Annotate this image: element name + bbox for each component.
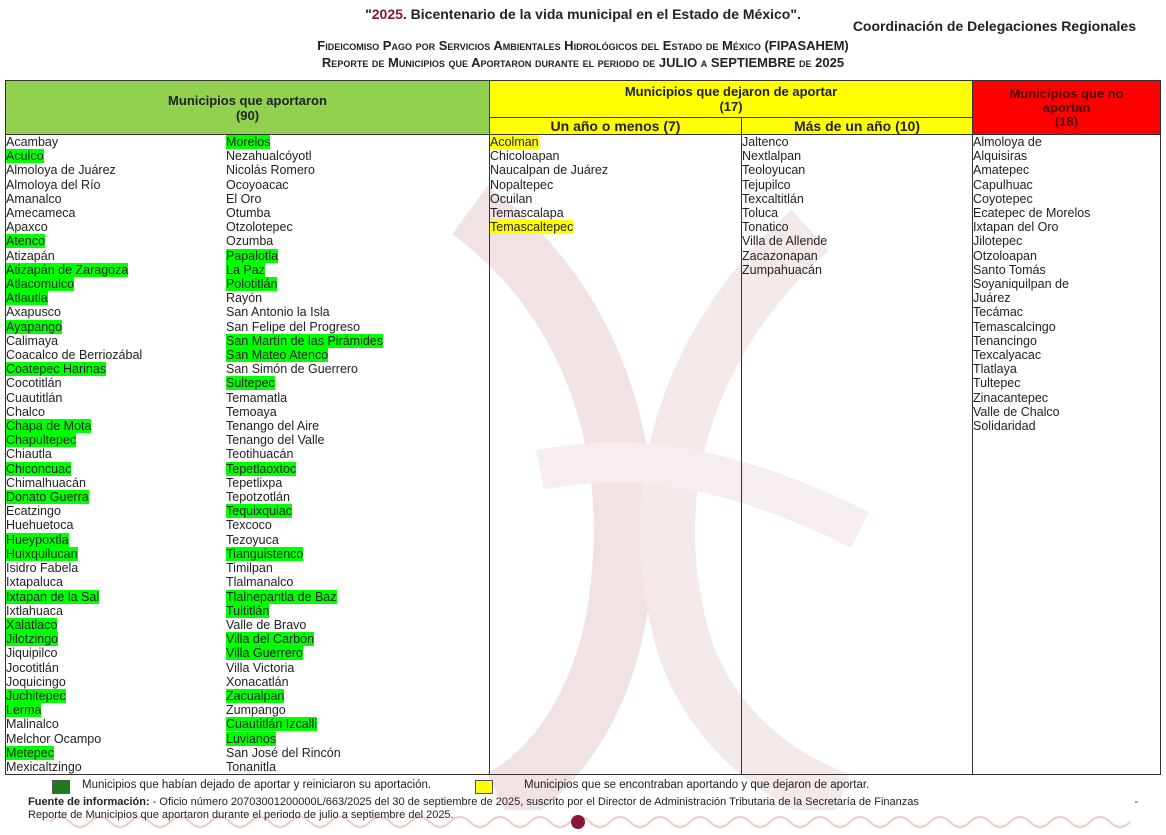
municipality-item: [226, 717, 426, 731]
municipality-name: Tlalmanalco: [226, 575, 294, 590]
municipality-name: Ecatzingo: [6, 504, 61, 519]
municipality-name: Teoloyucan: [742, 163, 806, 178]
municipality-name: Apaxco: [6, 220, 48, 235]
municipality-item: [226, 192, 426, 206]
municipality-item: [226, 689, 426, 703]
municipality-name: El Oro: [226, 191, 262, 206]
municipality-item: [6, 305, 226, 319]
municipality-name: Tlatlaya: [973, 362, 1017, 377]
municipality-name: Atenco: [6, 234, 45, 249]
municipality-name: Zumpahuacán: [742, 262, 822, 277]
municipality-item: [6, 192, 226, 206]
municipality-item: [6, 291, 226, 305]
municipality-item: [226, 320, 426, 334]
municipality-name: Jaltenco: [742, 135, 789, 149]
municipality-item: [226, 178, 426, 192]
municipality-name: Zinacantepec: [973, 390, 1049, 405]
municipality-item: [6, 504, 226, 518]
header-stopped: [490, 81, 973, 118]
municipality-item: [742, 263, 972, 277]
municipality-item: [6, 618, 226, 632]
municipality-name: La Paz: [226, 262, 265, 277]
municipality-item: [6, 547, 226, 561]
municipality-item: [226, 376, 426, 390]
municipality-name: Temamatla: [226, 390, 288, 405]
municipality-item: [973, 376, 1093, 390]
municipality-item: [226, 348, 426, 362]
municipality-name: Temascaltepec: [490, 220, 574, 235]
municipality-name: San Felipe del Progreso: [226, 319, 361, 334]
municipality-name: Amatepec: [973, 163, 1030, 178]
municipality-item: [226, 590, 426, 604]
municipality-name: Papalotla: [226, 248, 279, 263]
municipality-item: [226, 447, 426, 461]
municipality-name: Malinalco: [6, 717, 59, 732]
municipality-item: [973, 391, 1093, 405]
source-label: Fuente de información:: [28, 796, 150, 808]
municipality-item: [226, 661, 426, 675]
municipality-name: Tultitlán: [226, 603, 270, 618]
municipality-item: [490, 163, 741, 177]
municipality-item: [226, 746, 426, 760]
municipality-name: Temascalapa: [490, 206, 564, 221]
municipality-item: [6, 575, 226, 589]
municipality-name: Joquicingo: [6, 674, 66, 689]
municipality-item: [742, 206, 972, 220]
municipality-name: Morelos: [226, 135, 271, 149]
legend-dark-green-label: Municipios que habían dejado de aportar y reiniciaron su aportación.: [82, 779, 432, 791]
municipality-item: [6, 178, 226, 192]
municipality-name: Coatepec Harinas: [6, 362, 107, 377]
municipality-item: [6, 249, 226, 263]
legend-dark-green-swatch: [52, 780, 70, 794]
municipality-name: Xalatlaco: [6, 617, 58, 632]
municipality-item: [6, 533, 226, 547]
municipality-item: [973, 206, 1093, 220]
municipality-item: [226, 518, 426, 532]
municipality-item: [226, 504, 426, 518]
municipality-item: [6, 590, 226, 604]
municipality-name: Villa del Carbón: [226, 632, 315, 647]
municipality-name: Villa Guerrero: [226, 646, 303, 661]
municipality-item: [6, 518, 226, 532]
municipality-item: [742, 163, 972, 177]
municipality-item: [6, 746, 226, 760]
municipality-name: Acambay: [6, 135, 59, 149]
municipality-item: [973, 263, 1093, 277]
municipality-name: Metepec: [6, 745, 54, 760]
municipality-name: Otumba: [226, 206, 271, 221]
municipality-name: Naucalpan de Juárez: [490, 163, 609, 178]
municipality-item: [6, 391, 226, 405]
municipality-item: [6, 334, 226, 348]
municipality-name: Tultepec: [973, 376, 1021, 391]
municipality-name: Chiconcuac: [6, 461, 72, 476]
municipality-item: [6, 760, 226, 774]
municipality-name: Chiautla: [6, 447, 52, 462]
municipality-item: [226, 604, 426, 618]
municipality-item: [973, 234, 1093, 248]
municipality-item: [973, 362, 1093, 376]
municipality-name: Capulhuac: [973, 177, 1033, 192]
municipality-item: [226, 334, 426, 348]
municipality-name: Sultepec: [226, 376, 275, 391]
municipality-name: Tianguistenco: [226, 546, 304, 561]
header-stopped-count: (17): [719, 98, 743, 114]
stopped-recent-cell: [490, 135, 742, 775]
municipality-name: Nezahualcóyotl: [226, 149, 312, 164]
municipality-item: [973, 419, 1093, 433]
stopped-recent-list: [490, 135, 741, 234]
municipality-item: [226, 760, 426, 774]
municipality-name: Chapultepec: [6, 433, 77, 448]
municipality-name: Atizapán: [6, 248, 55, 263]
municipality-item: [6, 348, 226, 362]
report-title: Fideicomiso Pago por Servicios Ambientales Hidrológicos del Estado de México (FIPASAHEM): [317, 38, 849, 53]
municipality-item: [973, 334, 1093, 348]
municipality-item: [973, 348, 1093, 362]
header-not-contributing-count: (18): [1054, 113, 1079, 129]
municipality-name: Nicolás Romero: [226, 163, 315, 178]
municipality-item: [226, 234, 426, 248]
municipality-item: [226, 618, 426, 632]
municipality-item: [6, 490, 226, 504]
municipality-name: Isidro Fabela: [6, 561, 79, 576]
municipality-name: Atlautla: [6, 291, 48, 306]
source-note-line2: Reporte de Municipios que aportaron durante el periodo de julio a septiembre del 2025.: [28, 809, 454, 821]
municipality-name: Huehuetoca: [6, 518, 74, 533]
municipality-name: Teotihuacán: [226, 447, 294, 462]
municipality-name: Temascalcingo: [973, 319, 1056, 334]
source-dash: -: [1134, 796, 1138, 808]
municipality-name: Tepetlixpa: [226, 475, 283, 490]
municipality-item: [226, 220, 426, 234]
municipality-item: [6, 433, 226, 447]
municipality-name: Zacazonapan: [742, 248, 818, 263]
municipality-item: [6, 717, 226, 731]
municipality-name: Texcoco: [226, 518, 272, 533]
municipality-name: Nextlalpan: [742, 149, 802, 164]
municipality-item: [226, 419, 426, 433]
municipality-name: Tlalnepantla de Baz: [226, 589, 337, 604]
municipality-item: [6, 632, 226, 646]
municipality-item: [973, 405, 1093, 419]
stopped-old-list: [742, 135, 972, 277]
legend-yellow-label: Municipios que se encontraban aportando y que dejaron de aportar.: [524, 779, 870, 791]
municipality-item: [226, 462, 426, 476]
municipality-name: Jocotitlán: [6, 660, 59, 675]
slogan-prefix: ": [365, 6, 372, 22]
municipality-item: [973, 305, 1093, 319]
municipality-item: [973, 220, 1093, 234]
municipality-item: [973, 135, 1093, 163]
municipality-item: [742, 220, 972, 234]
municipality-name: Tonanitla: [226, 759, 277, 774]
municipality-name: San Martín de las Pirámides: [226, 333, 384, 348]
source-note: [28, 796, 1138, 808]
municipality-name: Ayapango: [6, 319, 63, 334]
municipality-name: Toluca: [742, 206, 779, 221]
municipality-item: [6, 675, 226, 689]
municipality-name: Cocotitlán: [6, 376, 62, 391]
municipality-name: Otzoloapan: [973, 248, 1037, 263]
municipality-name: Tepetlaoxtoc: [226, 461, 297, 476]
municipality-item: [226, 675, 426, 689]
municipality-name: Mexicaltzingo: [6, 759, 82, 774]
municipality-item: [226, 575, 426, 589]
municipality-item: [973, 192, 1093, 206]
municipality-name: Tenango del Valle: [226, 433, 325, 448]
municipality-item: [226, 362, 426, 376]
municipality-item: [226, 405, 426, 419]
municipality-name: Chimalhuacán: [6, 475, 86, 490]
municipality-item: [6, 362, 226, 376]
municipality-item: [6, 376, 226, 390]
contributed-list-col2: [226, 135, 426, 774]
municipality-item: [742, 178, 972, 192]
municipality-name: Ixtapaluca: [6, 575, 63, 590]
municipality-name: Polotitlán: [226, 277, 278, 292]
source-text: - Oficio número 20703001200000L/663/2025 del 30 de septiembre de 2025, suscrito por el Director de Administración Tributaria de la Secretaría de Finanzas: [149, 796, 919, 808]
municipality-name: Aculco: [6, 149, 44, 164]
municipality-item: [742, 192, 972, 206]
municipality-name: Cuautitlán Izcalli: [226, 717, 318, 732]
municipality-name: Amanalco: [6, 191, 62, 206]
municipality-name: Jilotepec: [973, 234, 1023, 249]
municipality-item: [226, 263, 426, 277]
municipality-item: [742, 234, 972, 248]
report-subtitle: Reporte de Municipios que Aportaron durante el periodo de JULIO a SEPTIEMBRE de 2025: [321, 55, 845, 70]
municipality-item: [226, 732, 426, 746]
municipality-name: Tezoyuca: [226, 532, 279, 547]
municipality-item: [742, 149, 972, 163]
header-stopped-title: Municipios que dejaron de aportar: [624, 83, 838, 99]
municipality-item: [6, 135, 226, 149]
municipality-item: [226, 391, 426, 405]
municipality-name: Calimaya: [6, 333, 59, 348]
municipality-item: [973, 249, 1093, 263]
municipality-item: [6, 277, 226, 291]
municipality-name: Huixquilucan: [6, 546, 78, 561]
municipality-name: Chalco: [6, 404, 45, 419]
municipality-item: [226, 632, 426, 646]
municipality-name: Valle de Bravo: [226, 617, 307, 632]
stopped-old-cell: [742, 135, 973, 775]
header-not-contributing: [973, 81, 1161, 135]
municipality-name: Almoloya del Río: [6, 177, 101, 192]
municipality-name: Luvianos: [226, 731, 277, 746]
municipality-name: Chapa de Mota: [6, 419, 92, 434]
municipality-name: Ozumba: [226, 234, 274, 249]
municipality-name: Jilotzingo: [6, 632, 59, 647]
municipality-item: [6, 689, 226, 703]
legend-yellow-swatch: [475, 780, 493, 794]
header-not-contributing-title: Municipios que no aportan: [1009, 85, 1124, 115]
municipality-name: Solidaridad: [973, 419, 1036, 434]
municipality-name: Texcalyacac: [973, 348, 1042, 363]
municipality-item: [6, 234, 226, 248]
municipality-name: Ecatepec de Morelos: [973, 206, 1091, 221]
municipality-item: [226, 249, 426, 263]
municipality-item: [226, 291, 426, 305]
municipality-item: [6, 447, 226, 461]
municipality-item: [973, 163, 1093, 177]
header-contributed-title: Municipios que aportaron: [168, 92, 327, 108]
municipality-name: Chicoloapan: [490, 149, 560, 164]
municipality-item: [6, 206, 226, 220]
municipality-item: [6, 405, 226, 419]
municipality-name: Ocuilan: [490, 191, 533, 206]
municipality-name: Melchor Ocampo: [6, 731, 102, 746]
municipality-name: Tenancingo: [973, 333, 1037, 348]
municipality-item: [226, 206, 426, 220]
municipality-item: [226, 646, 426, 660]
municipality-item: [6, 703, 226, 717]
municipality-item: [6, 163, 226, 177]
municipality-name: Soyaniquilpan de Juárez: [973, 277, 1069, 306]
municipality-item: [226, 433, 426, 447]
municipality-name: Temoaya: [226, 404, 277, 419]
not-contributing-list: [973, 135, 1160, 433]
municipality-name: Ocoyoacac: [226, 177, 289, 192]
municipality-item: [6, 476, 226, 490]
municipality-name: Tejupilco: [742, 177, 791, 192]
municipality-item: [6, 220, 226, 234]
municipality-item: [490, 149, 741, 163]
coordination-title: Coordinación de Delegaciones Regionales: [852, 18, 1136, 34]
header-stopped-recent: Un año o menos (7): [490, 117, 742, 134]
municipality-item: [226, 533, 426, 547]
municipality-name: Tenango del Aire: [226, 419, 320, 434]
municipality-item: [490, 135, 741, 149]
municipality-item: [6, 462, 226, 476]
municipality-name: Nopaltepec: [490, 177, 554, 192]
municipality-name: Almoloya de Alquisiras: [973, 135, 1042, 164]
municipality-item: [6, 419, 226, 433]
municipality-item: [226, 547, 426, 561]
header-stopped-old: Más de un año (10): [742, 117, 973, 134]
municipality-name: Tecámac: [973, 305, 1024, 320]
municipality-name: San Simón de Guerrero: [226, 362, 359, 377]
municipality-item: [226, 305, 426, 319]
municipality-item: [6, 604, 226, 618]
municipality-name: San Mateo Atenco: [226, 348, 329, 363]
municipality-item: [742, 249, 972, 263]
municipality-name: Xonacatlán: [226, 674, 289, 689]
municipality-name: Texcaltitlán: [742, 191, 804, 206]
municipality-name: Donato Guerra: [6, 490, 89, 505]
municipality-item: [490, 192, 741, 206]
municipality-name: Ixtapan de la Sal: [6, 589, 100, 604]
municipality-item: [6, 661, 226, 675]
municipality-item: [226, 561, 426, 575]
municipality-item: [6, 149, 226, 163]
slogan-year: 2025: [371, 6, 403, 22]
municipality-name: Ixtapan del Oro: [973, 220, 1059, 235]
municipality-name: Tequixquiac: [226, 504, 293, 519]
municipality-name: Coyotepec: [973, 191, 1033, 206]
municipality-name: Zacualpan: [226, 688, 285, 703]
municipality-name: Otzolotepec: [226, 220, 293, 235]
municipality-item: [226, 163, 426, 177]
municipality-item: [226, 277, 426, 291]
municipality-item: [973, 178, 1093, 192]
municipality-name: Santo Tomás: [973, 262, 1046, 277]
municipality-item: [226, 703, 426, 717]
municipality-name: San Antonio la Isla: [226, 305, 330, 320]
municipality-item: [6, 561, 226, 575]
municipality-name: Juchitepec: [6, 688, 66, 703]
municipality-name: Jiquipilco: [6, 646, 58, 661]
municipality-item: [490, 206, 741, 220]
municipality-name: Atizapán de Zaragoza: [6, 262, 129, 277]
municipality-name: Amecameca: [6, 206, 76, 221]
municipality-item: [6, 320, 226, 334]
header-contributed: [6, 81, 490, 135]
municipality-item: [6, 732, 226, 746]
municipality-name: Zumpango: [226, 703, 286, 718]
municipality-item: [6, 646, 226, 660]
contributed-cell: [6, 135, 490, 775]
municipality-name: Acolman: [490, 135, 539, 149]
municipality-item: [742, 135, 972, 149]
municipality-name: San José del Rincón: [226, 745, 341, 760]
municipality-item: [973, 320, 1093, 334]
municipality-name: Hueypoxtla: [6, 532, 69, 547]
municipality-item: [973, 277, 1093, 305]
municipality-item: [490, 178, 741, 192]
municipality-name: Valle de Chalco: [973, 404, 1060, 419]
slogan-text: . Bicentenario de la vida municipal en el Estado de México".: [402, 6, 801, 22]
municipality-item: [226, 149, 426, 163]
municipality-item: [490, 220, 741, 234]
municipality-name: Atlacomulco: [6, 277, 75, 292]
municipality-item: [226, 476, 426, 490]
municipality-name: Ixtlahuaca: [6, 603, 63, 618]
municipality-name: Tonatico: [742, 220, 789, 235]
municipality-name: Lerma: [6, 703, 42, 718]
municipality-name: Tepotzotlán: [226, 490, 290, 505]
contributed-list-col1: [6, 135, 226, 774]
municipality-name: Villa de Allende: [742, 234, 828, 249]
municipality-name: Villa Victoria: [226, 660, 295, 675]
municipality-name: Coacalco de Berriozábal: [6, 348, 143, 363]
municipality-name: Axapusco: [6, 305, 61, 320]
municipality-name: Rayón: [226, 291, 263, 306]
header-contributed-count: (90): [235, 107, 260, 123]
municipality-item: [226, 490, 426, 504]
municipality-name: Cuautitlán: [6, 390, 63, 405]
not-contributing-cell: [973, 135, 1161, 775]
municipality-item: [226, 135, 426, 149]
municipality-name: Almoloya de Juárez: [6, 163, 116, 178]
municipalities-table: [5, 80, 1161, 775]
municipality-item: [6, 263, 226, 277]
municipality-name: Timilpan: [226, 561, 273, 576]
